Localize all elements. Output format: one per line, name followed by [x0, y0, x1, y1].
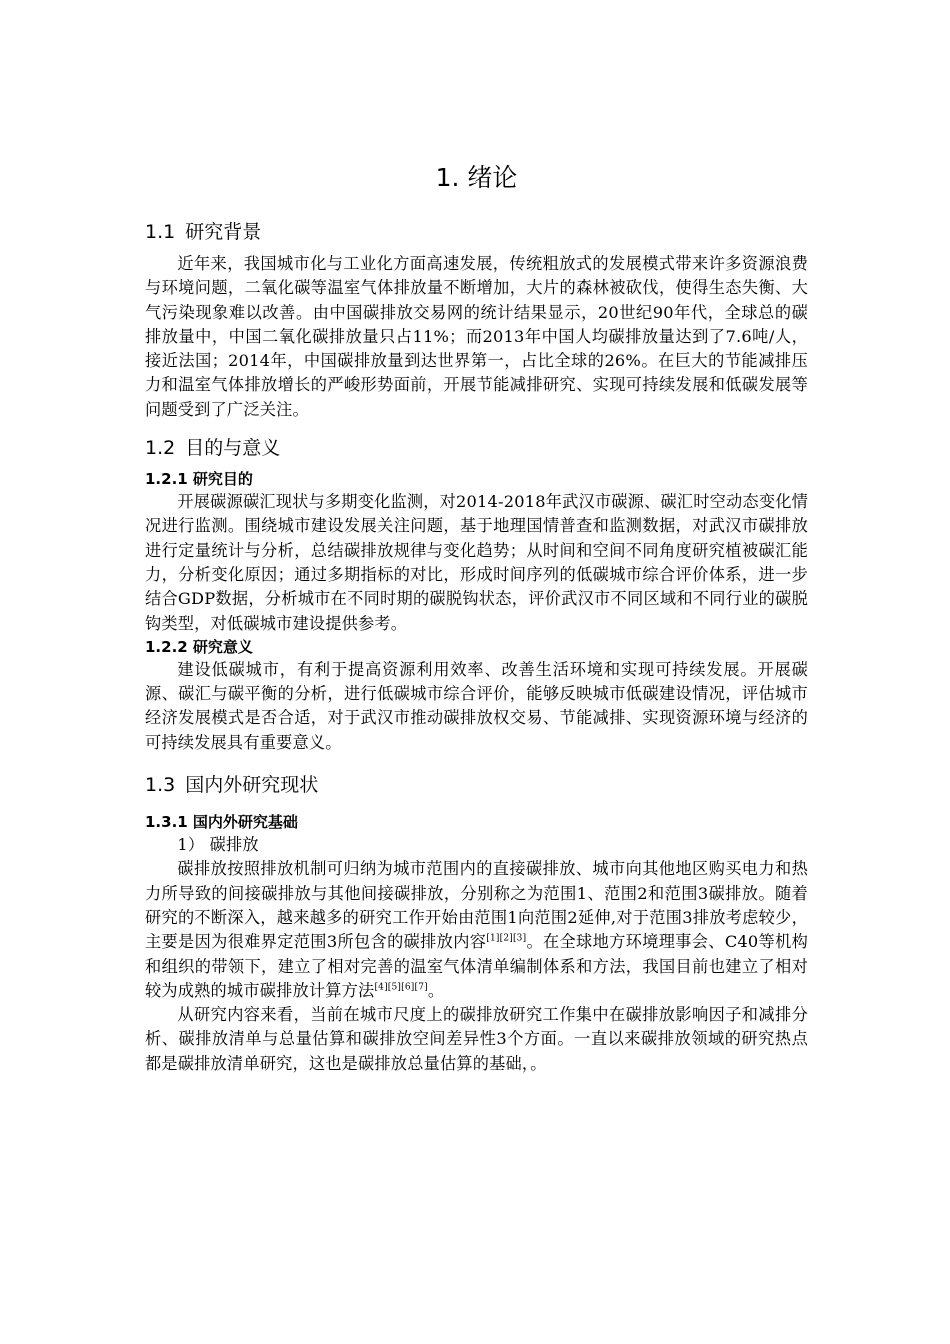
paragraph-text: 。	[427, 980, 445, 1000]
subsection-heading-1-2-1: 1.2.1 研究目的	[145, 470, 253, 489]
paragraph-purpose: 开展碳源碳汇现状与多期变化监测，对2014-2018年武汉市碳源、碳汇时空动态变化情况进行监测。围绕城市建设发展关注问题，基于地理国情普查和监测数据，对武汉市碳排放进行定量统计与分析，总结碳排放规律与变化趋势；从时间和空间不同角度研究植被碳汇能力，分析变化原因；通过多期指标的对比，形成时间序列的低碳城市综合评价体系，进一步结合GDP数据，分析城市在不同时期的碳脱钩状态，评价武汉市不同区域和不同行业的碳脱钩类型，对低碳城市建设提供参考。	[145, 492, 808, 633]
paragraph-text: 碳排放按照排放机制可归纳为城市范围内的直接碳排放、城市向其他地区购买电力和热力所导致的间接碳排放与其他间接碳排放，分别称之为范围1、范围2和范围3碳排放。随着研究的不断深入，越来越多的研究工作开始由范围1向范围2延伸,对于范围3排放考虑较少，主要是因为很难界定范围3所包含的碳排放内容	[145, 859, 808, 952]
page-content	[145, 150, 808, 1076]
section-number: 1.2	[145, 437, 176, 460]
paragraph-background: 近年来，我国城市化与工业化方面高速发展，传统粗放式的发展模式带来许多资源浪费与环境问题，二氧化碳等温室气体排放量不断增加，大片的森林被砍伐，使得生态失衡、大气污染现象难以改善。由中国碳排放交易网的统计结果显示，20世纪90年代，全球总的碳排放量中，中国二氧化碳排放量只占11%；而2013年中国人均碳排放量达到了7.6吨/人，接近法国；2014年，中国碳排放量到达世界第一，占比全球的26%。在巨大的节能减排压力和温室气体排放增长的严峻形势面前，开展节能减排研究、实现可持续发展和低碳发展等问题受到了广泛关注。	[145, 254, 808, 419]
citation-ref: [1][2][3]	[486, 933, 527, 944]
chapter-title: 1. 绪论	[435, 163, 518, 192]
paragraph-research-content: 从研究内容来看，当前在城市尺度上的碳排放研究工作集中在碳排放影响因子和减排分析、碳排放清单与总量估算和碳排放空间差异性3个方面。一直以来碳排放领域的研究热点都是碳排放清单研究，这也是碳排放总量估算的基础，。	[145, 1005, 808, 1073]
subsection-heading-1-3-1: 1.3.1 国内外研究基础	[145, 813, 298, 832]
subsection-heading-1-2-2: 1.2.2 研究意义	[145, 637, 253, 656]
section-title: 目的与意义	[185, 437, 281, 460]
section-heading-1-2	[145, 434, 808, 462]
section-number: 1.1	[145, 221, 176, 243]
paragraph-carbon-emission	[145, 857, 808, 1003]
citation-ref: [4][5][6][7]	[374, 982, 428, 993]
paragraph-text: 。在全球地方环境理事会、C40等机构和组织的带领下，建立了相对完善的温室气体清单编制体系和方法，我国目前也建立了相对较为成熟的城市碳排放计算方法	[145, 932, 808, 1000]
section-heading-1-3	[145, 771, 808, 799]
paragraph-significance: 建设低碳城市，有利于提高资源利用效率、改善生活环境和实现可持续发展。开展碳源、碳汇与碳平衡的分析，进行低碳城市综合评价，能够反映城市低碳建设情况，评估城市经济发展模式是否合适，对于武汉市推动碳排放权交易、节能减排、实现资源环境与经济的可持续发展具有重要意义。	[145, 659, 808, 752]
list-item-carbon-emission: 1） 碳排放	[177, 835, 259, 855]
section-title: 国内外研究现状	[185, 774, 319, 797]
section-title: 研究背景	[185, 221, 262, 243]
section-heading-1-1	[145, 218, 808, 246]
section-number: 1.3	[145, 774, 176, 797]
